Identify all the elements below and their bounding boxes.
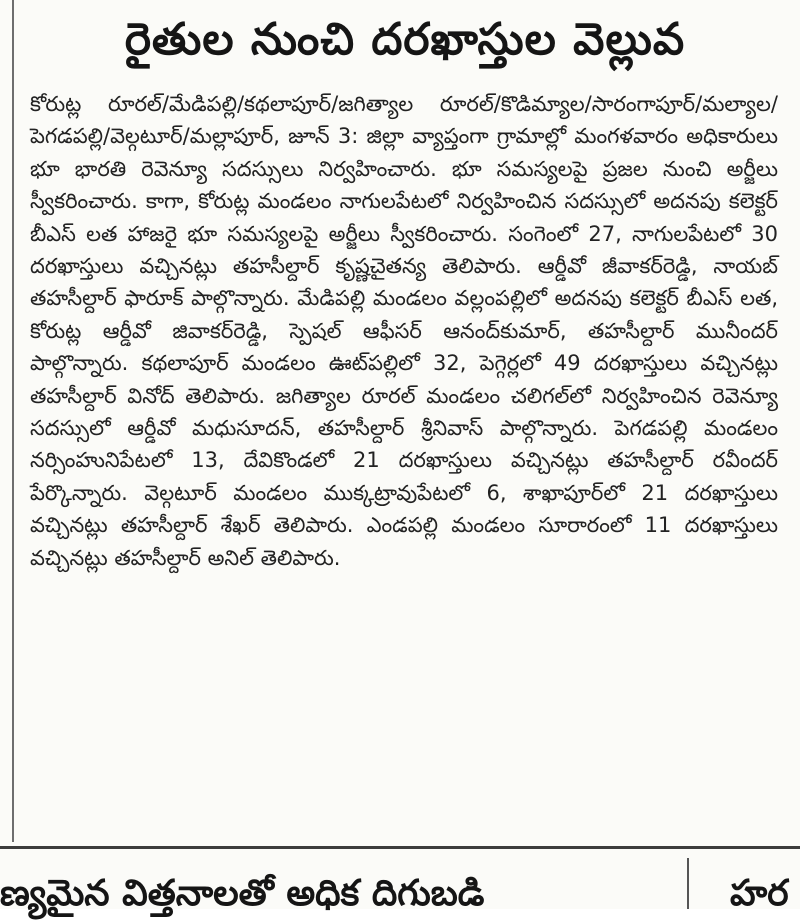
article-headline: రైతుల నుంచి దరఖాస్తుల వెల్లువ xyxy=(124,14,686,65)
next-article-headline-right: హర xyxy=(730,873,789,914)
column-divider xyxy=(687,858,689,909)
column-rule xyxy=(12,0,14,842)
next-article-headline-left: ణ్యమైన విత్తనాలతో అధిక దిగుబడి xyxy=(0,873,485,914)
article-body: కోరుట్ల రూరల్/మేడిపల్లి/కథలాపూర్/జగిత్యాల రూరల్/కొడిమ్యాల/సారంగాపూర్/మల్యాల/పెగడపల్లి/వెల్గటూర్/మల్లాపూర్, జూన్ 3: జిల్లా వ్యాప్తంగా గ్రామాల్లో మంగళవారం అధికారులు భూ భారతి రెవెన్యూ సదస్సులు నిర్వహించారు. భూ సమస్యలపై ప్రజల నుంచి అర్జీలు స్వీకరించారు. కాగా, కోరుట్ల మండలం నాగులపేటలో నిర్వహించిన సదస్సులో అదనపు కలెక్టర్ బీఎస్ లత హాజరై భూ సమస్యలపై అర్జీలు స్వీకరించారు. సంగెంలో 27, నాగులపేటలో 30 దరఖాస్తులు వచ్చినట్లు తహసీల్దార్ కృష్ణచైతన్య తెలిపారు. ఆర్డీవో జీవాకర్‌రెడ్డి, నాయబ్ తహసీల్దార్ ఫారూక్ పాల్గొన్నారు. మేడిపల్లి మండలం వల్లంపల్లిలో అదనపు కలెక్టర్ బీఎస్ లత, కోరుట్ల ఆర్డీవో జివాకర్‌రెడ్డి, స్పెషల్ ఆఫీసర్ ఆనంద్‌కుమార్, తహసీల్దార్ మునీందర్ పాల్గొన్నారు. కథలాపూర్ మండలం ఊట్‌పల్లిలో 32, పెగ్గెర్లలో 49 దరఖాస్తులు వచ్చినట్లు తహసీల్దార్ వినోద్ తెలిపారు. జగిత్యాల రూరల్ మండలం చలిగల్‌లో నిర్వహించిన రెవెన్యూ సదస్సులో ఆర్డీవో మధుసూదన్, తహసీల్దార్ శ్రీనివాస్ పాల్గొన్నారు. పెగడపల్లి మండలం నర్సింహునిపేటలో 13, దేవికొండలో 21 దరఖాస్తులు వచ్చినట్లు తహసీల్దార్ రవీందర్ పేర్కొన్నారు. వెల్గటూర్ మండలం ముక్కట్రావుపేటలో 6, శాఖాపూర్‌లో 21 దరఖాస్తులు వచ్చినట్లు తహసీల్దార్ శేఖర్ తెలిపారు. ఎండపల్లి మండలం సూరారంలో 11 దరఖాస్తులు వచ్చినట్లు తహసీల్దార్ అనిల్ తెలిపారు. xyxy=(30,92,778,570)
section-divider xyxy=(0,846,800,849)
